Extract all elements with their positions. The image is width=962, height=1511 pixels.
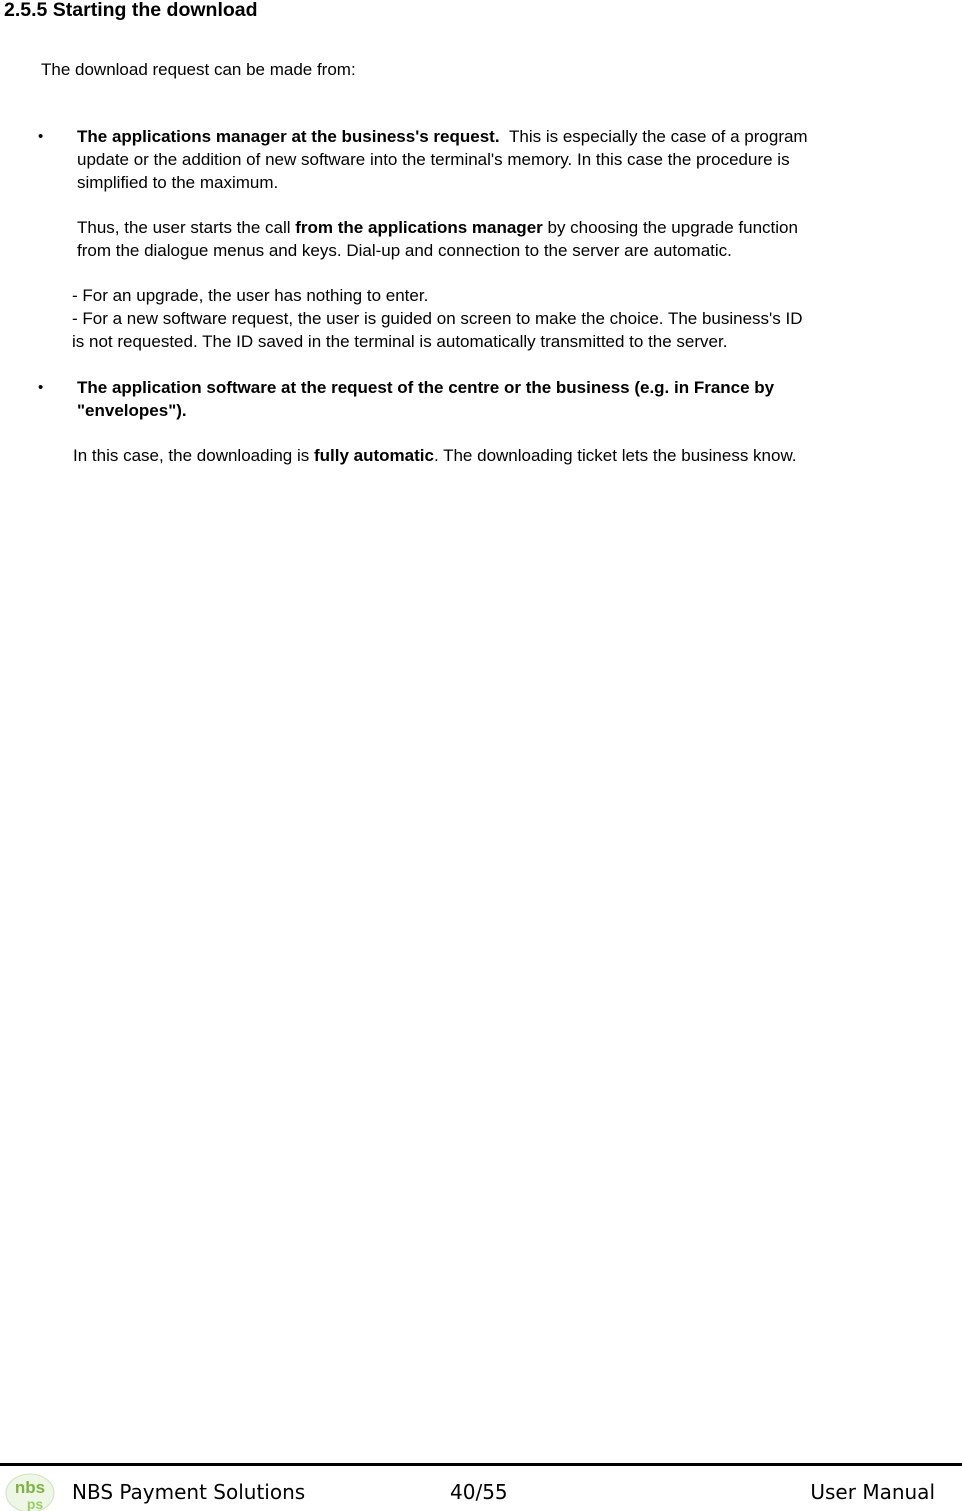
para2-bold: from the applications manager (295, 218, 543, 237)
dash-line-new-software-cont: is not requested. The ID saved in the terminal is automatically transmitted to the server. (72, 332, 728, 351)
logo-text-nbs: nbs (14, 1478, 46, 1497)
bullet-icon: • (38, 128, 44, 145)
bullet1-line1 (77, 125, 808, 148)
para2-line2: from the dialogue menus and keys. Dial-up and connection to the server are automatic. (77, 241, 732, 260)
bullet1-lead: The applications manager at the business's request. (77, 127, 500, 146)
logo-text-ps: ps (26, 1496, 44, 1511)
dash-line-new-software: - For a new software request, the user is guided on screen to make the choice. The business's ID (72, 309, 803, 328)
para2-pre: Thus, the user starts the call (77, 218, 296, 237)
bullet1-line2: update or the addition of new software into the terminal's memory. In this case the procedure is (77, 150, 790, 169)
nbs-logo (4, 1471, 56, 1511)
bullet1-rest: This is especially the case of a program (509, 127, 808, 146)
footer-doc-type: User Manual (810, 1480, 935, 1504)
bullet2-line2: "envelopes"). (77, 401, 187, 420)
intro-text: The download request can be made from: (41, 60, 356, 79)
section-heading: 2.5.5 Starting the download (4, 0, 258, 21)
footer-company: NBS Payment Solutions (72, 1480, 306, 1504)
para3-line (73, 444, 797, 467)
para2-post: by choosing the upgrade function (542, 218, 798, 237)
para3-pre: In this case, the downloading is (73, 446, 314, 465)
para3-post: . The downloading ticket lets the business know. (433, 446, 797, 465)
bullet-icon: • (38, 379, 44, 396)
bullet2-line1: The application software at the request of the centre or the business (e.g. in France by (77, 378, 775, 397)
dash-line-upgrade: - For an upgrade, the user has nothing to enter. (72, 286, 429, 305)
footer-page-number: 40/55 (450, 1480, 508, 1504)
bullet1-line3: simplified to the maximum. (77, 173, 279, 192)
para2-line1 (77, 216, 798, 239)
para3-bold: fully automatic (313, 446, 434, 465)
footer-rule (0, 1463, 962, 1466)
